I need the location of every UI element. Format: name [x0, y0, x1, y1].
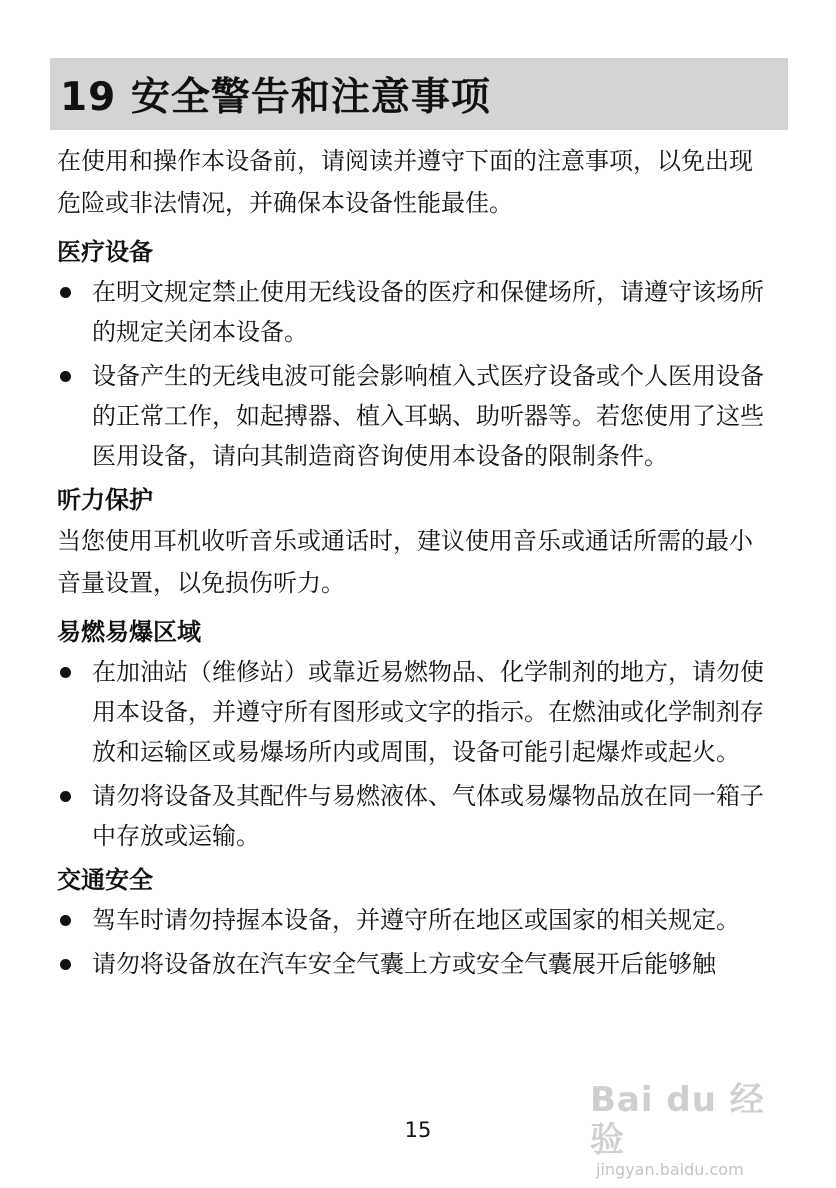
bullet-icon — [60, 915, 71, 926]
hearing-protection-paragraph: 当您使用耳机收听音乐或通话时，建议使用音乐或通话所需的最小音量设置，以免损伤听力。 — [57, 527, 753, 597]
bullet-icon — [60, 667, 71, 678]
section-title-bar — [50, 58, 788, 130]
bullet-icon — [60, 371, 71, 382]
intro-paragraph: 在使用和操作本设备前，请阅读并遵守下面的注意事项，以免出现危险或非法情况，并确保本设备性能最佳。 — [57, 147, 753, 217]
watermark-url: jingyan.baidu.com — [596, 1160, 744, 1179]
traffic-safety-list — [57, 900, 772, 984]
list-item — [57, 900, 772, 940]
list-item — [57, 356, 772, 476]
heading-explosive-areas: 易燃易爆区域 — [57, 618, 201, 646]
list-item-text: 请勿将设备放在汽车安全气囊上方或安全气囊展开后能够触 — [92, 950, 716, 978]
list-item — [57, 652, 772, 772]
bullet-icon — [60, 791, 71, 802]
list-item-text: 在明文规定禁止使用无线设备的医疗和保健场所，请遵守该场所的规定关闭本设备。 — [92, 278, 764, 346]
list-item-text: 在加油站（维修站）或靠近易燃物品、化学制剂的地方，请勿使用本设备，并遵守所有图形或文字的指示。在燃油或化学制剂存放和运输区或易爆场所内或周围，设备可能引起爆炸或起火。 — [92, 658, 764, 766]
list-item — [57, 776, 772, 856]
list-item-text: 驾车时请勿持握本设备，并遵守所在地区或国家的相关规定。 — [92, 906, 740, 934]
bullet-icon — [60, 959, 71, 970]
bullet-icon — [60, 287, 71, 298]
baidu-watermark — [590, 1080, 790, 1179]
heading-traffic-safety: 交通安全 — [57, 866, 153, 894]
page-title: 19 安全警告和注意事项 — [60, 75, 491, 120]
explosive-areas-list — [57, 652, 772, 856]
list-item-text: 设备产生的无线电波可能会影响植入式医疗设备或个人医用设备的正常工作，如起搏器、植入耳蜗、助听器等。若您使用了这些医用设备，请向其制造商咨询使用本设备的限制条件。 — [92, 362, 764, 470]
medical-devices-list — [57, 272, 772, 476]
page-number: 15 — [404, 1118, 432, 1142]
watermark-logo: Bai du 经验 — [590, 1080, 765, 1160]
list-item — [57, 272, 772, 352]
document-body — [57, 140, 772, 988]
heading-hearing-protection: 听力保护 — [57, 486, 153, 514]
list-item — [57, 944, 772, 984]
heading-medical-devices: 医疗设备 — [57, 238, 153, 266]
list-item-text: 请勿将设备及其配件与易燃液体、气体或易爆物品放在同一箱子中存放或运输。 — [92, 782, 764, 850]
